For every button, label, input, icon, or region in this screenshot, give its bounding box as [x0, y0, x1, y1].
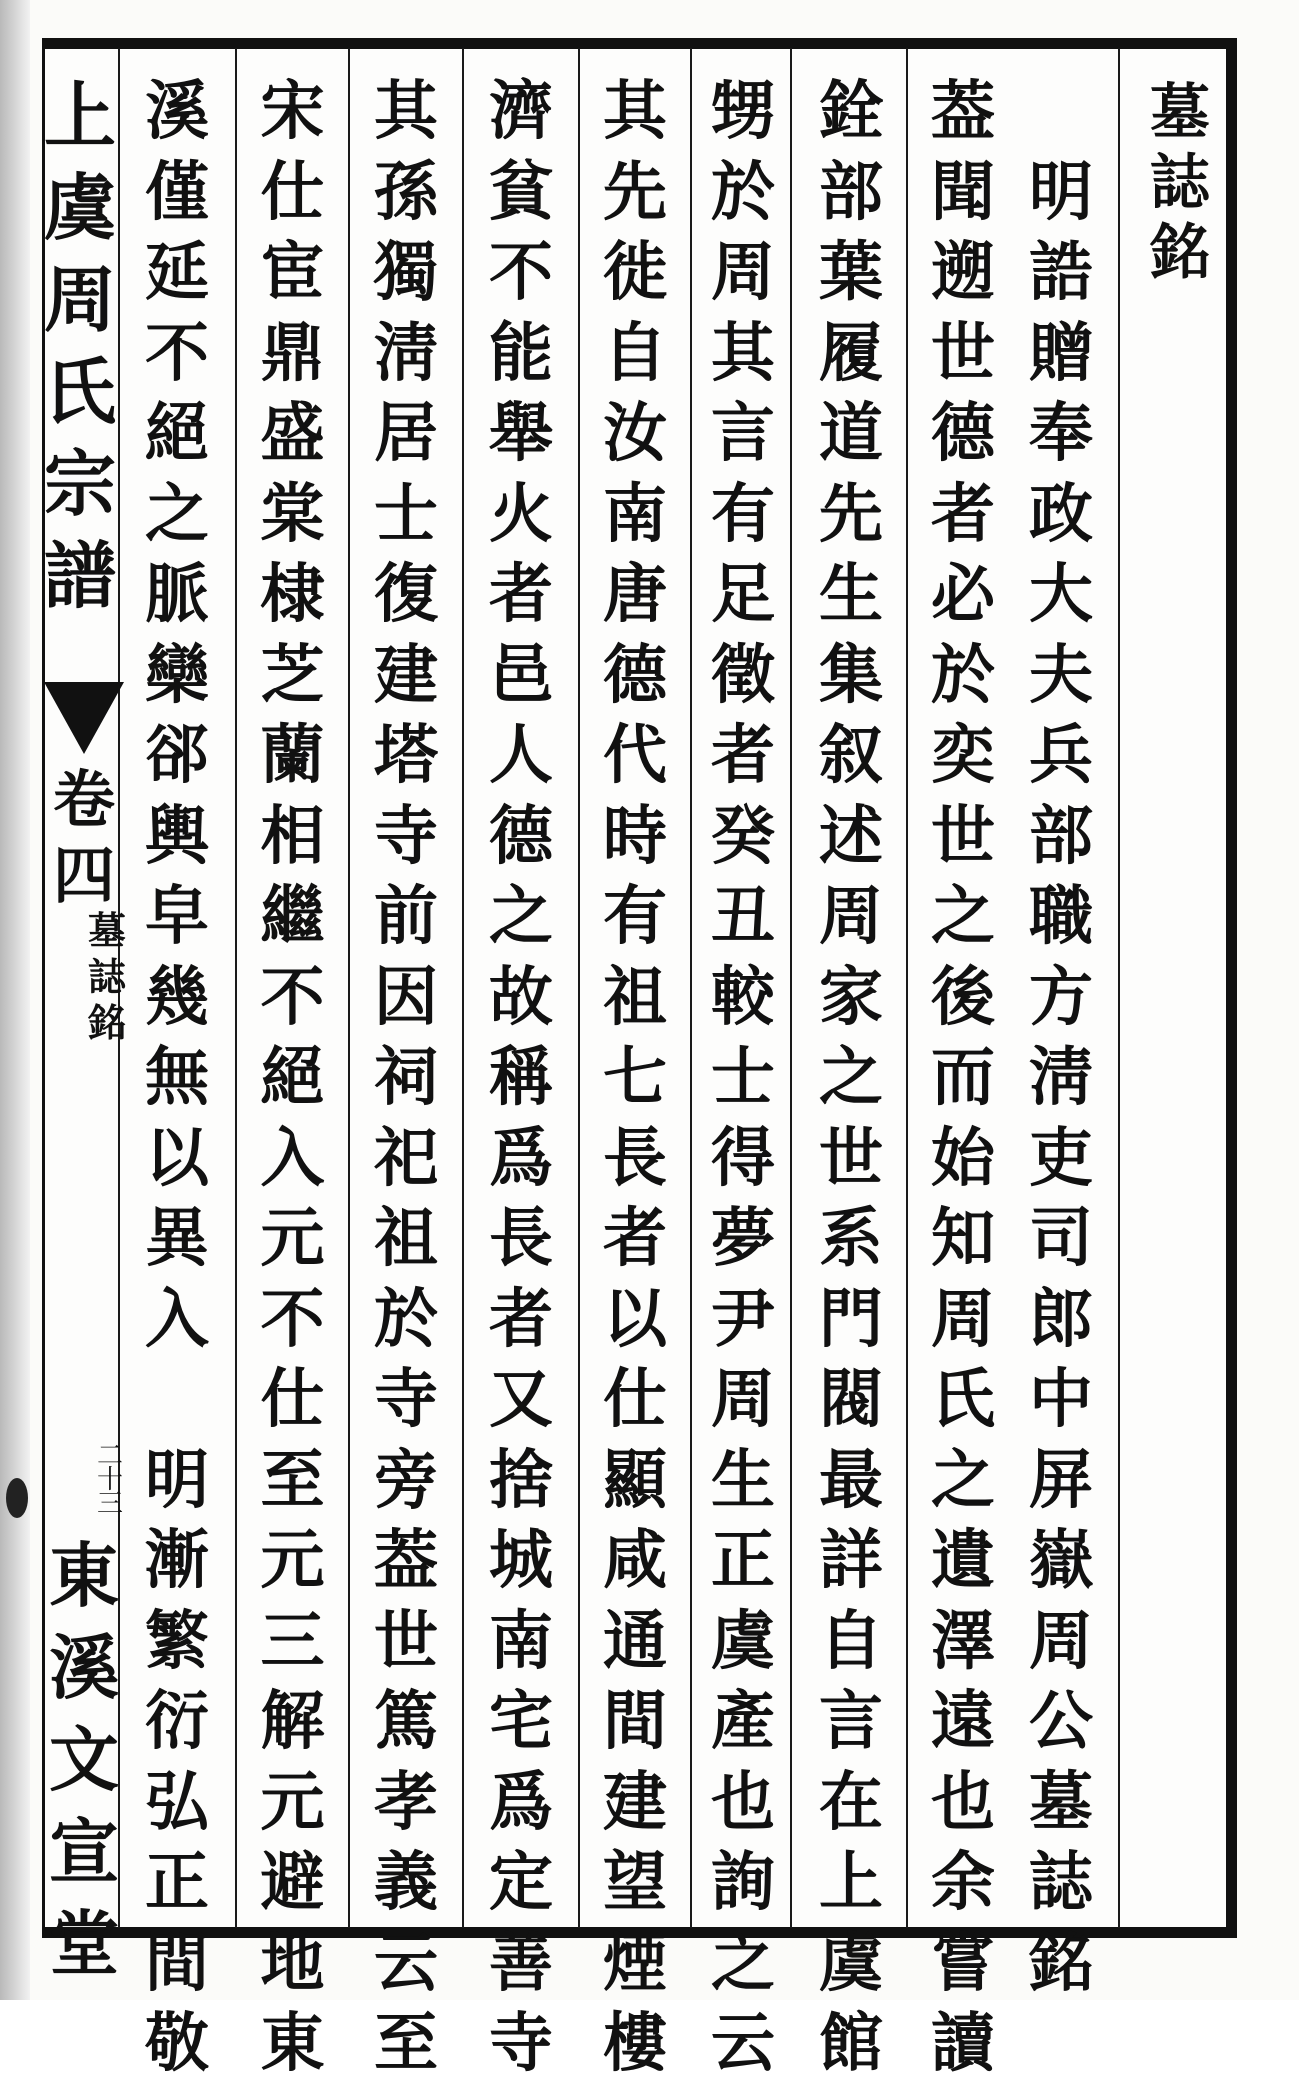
character: 文	[49, 1718, 119, 1801]
character: 德	[489, 798, 553, 874]
character: 葉	[819, 235, 883, 310]
character: 有	[711, 476, 775, 552]
binding-edge	[0, 0, 30, 2000]
character: 先	[603, 154, 667, 230]
volume-label	[44, 762, 124, 914]
character: 虞	[43, 165, 116, 250]
character: 欒	[145, 637, 209, 713]
character: 鼎	[260, 315, 325, 391]
character: 而	[931, 1040, 995, 1115]
character: 公	[1029, 1684, 1093, 1759]
character: 丑	[711, 879, 775, 954]
character: 明	[1029, 154, 1093, 230]
character: 三	[260, 1603, 325, 1679]
character: 知	[931, 1201, 995, 1276]
character: 甥	[711, 74, 775, 149]
character: 世	[819, 1120, 883, 1196]
character: 篤	[374, 1684, 438, 1759]
character: 盛	[260, 396, 325, 471]
character: 吏	[1029, 1120, 1093, 1196]
character: 顯	[603, 1442, 667, 1518]
character: 僅	[145, 154, 209, 230]
character: 旁	[374, 1442, 438, 1518]
character: 兵	[1029, 718, 1093, 793]
character: 皁	[145, 879, 209, 954]
character: 德	[603, 637, 667, 713]
character: 唐	[603, 557, 667, 632]
character: 繼	[260, 879, 325, 954]
character: 云	[374, 1925, 438, 2001]
character: 嘗	[931, 1925, 995, 2001]
character: 正	[145, 1845, 209, 1920]
character: 幾	[145, 959, 209, 1035]
character: 三	[96, 1489, 123, 1519]
character: 不	[260, 959, 325, 1035]
character: 其	[711, 315, 775, 391]
character: 弘	[145, 1764, 209, 1840]
character: 奉	[1029, 396, 1093, 471]
indent-space	[1029, 72, 1093, 153]
character: 之	[931, 879, 995, 954]
character: 代	[603, 718, 667, 793]
character: 銓	[819, 74, 883, 149]
character: 異	[145, 1201, 209, 1276]
character: 屏	[1029, 1442, 1093, 1518]
character: 之	[931, 1442, 995, 1518]
character: 元	[260, 1523, 325, 1598]
character: 政	[1029, 476, 1093, 552]
ink-blot	[6, 1478, 28, 1518]
character: 宗	[43, 441, 116, 526]
character: 氏	[931, 1362, 995, 1437]
character: 祖	[603, 959, 667, 1035]
character: 脈	[145, 557, 209, 632]
character: 其	[374, 74, 438, 149]
character: 因	[374, 959, 438, 1035]
character: 仕	[260, 1362, 325, 1437]
character: 部	[1029, 798, 1093, 874]
character: 入	[145, 1281, 209, 1357]
column-divider	[690, 48, 692, 1928]
character: 南	[603, 476, 667, 552]
character: 七	[603, 1040, 667, 1115]
character: 郤	[145, 718, 209, 793]
character: 中	[1029, 1362, 1093, 1437]
character: 南	[489, 1603, 553, 1679]
character: 長	[603, 1120, 667, 1196]
character: 自	[603, 315, 667, 391]
character: 周	[711, 235, 775, 310]
text-column	[237, 72, 348, 2081]
character: 宣	[49, 1810, 119, 1893]
character: 方	[1029, 959, 1093, 1035]
character: 建	[374, 637, 438, 713]
character: 也	[931, 1764, 995, 1840]
character: 爲	[489, 1120, 553, 1196]
text-column	[580, 72, 690, 2081]
character: 濟	[489, 74, 553, 149]
character: 其	[603, 74, 667, 149]
character: 汝	[603, 396, 667, 471]
character: 誌	[1150, 148, 1210, 218]
character: 得	[711, 1120, 775, 1196]
character: 氏	[43, 349, 116, 434]
character: 尹	[711, 1281, 775, 1357]
text-column	[465, 72, 577, 2081]
character: 絕	[260, 1040, 325, 1115]
character: 貧	[489, 154, 553, 230]
character: 云	[711, 2006, 775, 2081]
character: 淸	[1029, 1040, 1093, 1115]
character: 先	[819, 476, 883, 552]
character: 世	[931, 798, 995, 874]
character: 定	[489, 1845, 553, 1920]
character: 輿	[145, 798, 209, 874]
character: 上	[819, 1845, 883, 1920]
character: 周	[1029, 1603, 1093, 1679]
genealogy-title	[40, 70, 120, 622]
character: 者	[931, 476, 995, 552]
character: 者	[489, 1281, 553, 1357]
character: 周	[43, 257, 116, 342]
character: 稱	[489, 1040, 553, 1115]
character: 虞	[711, 1603, 775, 1679]
text-column	[908, 72, 1018, 2081]
character: 言	[819, 1684, 883, 1759]
character: 棣	[260, 557, 325, 632]
character: 通	[603, 1603, 667, 1679]
character: 復	[374, 557, 438, 632]
character	[145, 1360, 209, 1441]
character: 孝	[374, 1764, 438, 1840]
character: 邑	[489, 637, 553, 713]
character: 寺	[489, 2006, 553, 2081]
section-title	[1125, 78, 1235, 1918]
character: 詢	[711, 1845, 775, 1920]
character: 宋	[260, 74, 325, 149]
character: 產	[711, 1684, 775, 1759]
character: 道	[819, 396, 883, 471]
character: 徙	[603, 235, 667, 310]
character: 世	[374, 1603, 438, 1679]
character: 十	[96, 1465, 123, 1495]
character: 必	[931, 557, 995, 632]
character: 獨	[374, 235, 438, 310]
character: 夫	[1029, 637, 1093, 713]
character: 世	[931, 315, 995, 391]
character: 芝	[260, 637, 325, 713]
character: 系	[819, 1201, 883, 1276]
character: 銘	[1029, 1925, 1093, 2001]
character: 遺	[931, 1523, 995, 1598]
character: 履	[819, 315, 883, 391]
character: 四	[52, 839, 115, 912]
character: 葢	[931, 74, 995, 149]
character: 入	[260, 1120, 325, 1196]
character: 宦	[260, 235, 325, 310]
character: 避	[260, 1845, 325, 1920]
banxin-strip	[36, 50, 126, 1985]
character: 人	[489, 718, 553, 793]
character: 以	[603, 1281, 667, 1357]
character: 士	[711, 1040, 775, 1115]
column-divider	[462, 48, 464, 1928]
character: 寺	[374, 798, 438, 874]
character: 郎	[1029, 1281, 1093, 1357]
character: 於	[374, 1281, 438, 1357]
character: 宅	[489, 1684, 553, 1759]
character: 讀	[931, 2006, 995, 2081]
character: 之	[145, 476, 209, 552]
character: 虞	[819, 1925, 883, 2001]
character: 門	[819, 1281, 883, 1357]
character: 較	[711, 959, 775, 1035]
character: 漸	[145, 1523, 209, 1598]
character: 煙	[603, 1925, 667, 2001]
character: 絕	[145, 396, 209, 471]
character: 館	[819, 2006, 883, 2081]
character: 以	[145, 1120, 209, 1196]
character: 遡	[931, 235, 995, 310]
character: 二	[96, 1441, 123, 1471]
character: 司	[1029, 1201, 1093, 1276]
character: 正	[711, 1523, 775, 1598]
character: 明	[145, 1442, 209, 1518]
character: 詳	[819, 1523, 883, 1598]
character: 周	[819, 879, 883, 954]
character: 葢	[374, 1523, 438, 1598]
character: 舉	[489, 396, 553, 471]
character: 周	[711, 1362, 775, 1437]
character: 譜	[43, 533, 116, 618]
character: 繁	[145, 1603, 209, 1679]
character: 後	[931, 959, 995, 1035]
character: 言	[711, 396, 775, 471]
character: 癸	[711, 798, 775, 874]
character: 卷	[52, 763, 115, 836]
character: 嶽	[1029, 1523, 1093, 1598]
character: 元	[260, 1764, 325, 1840]
character: 居	[374, 396, 438, 471]
character: 夢	[711, 1201, 775, 1276]
character: 職	[1029, 879, 1093, 954]
character: 述	[819, 798, 883, 874]
character: 能	[489, 315, 553, 391]
character: 不	[489, 235, 553, 310]
character: 間	[603, 1684, 667, 1759]
hall-name	[44, 1530, 124, 1990]
character: 銘	[1150, 218, 1210, 288]
character: 周	[931, 1281, 995, 1357]
character: 溪	[49, 1626, 119, 1709]
character: 至	[260, 1442, 325, 1518]
character: 自	[819, 1603, 883, 1679]
text-column	[796, 72, 906, 2081]
column-divider	[1118, 48, 1120, 1928]
text-column	[120, 72, 234, 2081]
character: 誥	[1029, 235, 1093, 310]
character: 不	[145, 315, 209, 391]
character: 部	[819, 154, 883, 230]
character: 東	[260, 2006, 325, 2081]
character: 解	[260, 1684, 325, 1759]
character: 蘭	[260, 718, 325, 793]
text-column	[1006, 72, 1116, 2001]
character: 前	[374, 879, 438, 954]
fishtail-mark	[44, 682, 124, 754]
character: 爲	[489, 1764, 553, 1840]
character: 延	[145, 235, 209, 310]
character: 堂	[49, 1902, 119, 1985]
character: 城	[489, 1523, 553, 1598]
character: 在	[819, 1764, 883, 1840]
character: 溪	[145, 74, 209, 149]
character: 有	[603, 879, 667, 954]
character: 祠	[374, 1040, 438, 1115]
character: 閥	[819, 1362, 883, 1437]
character: 於	[711, 154, 775, 230]
character: 德	[931, 396, 995, 471]
character: 生	[819, 557, 883, 632]
character: 至	[374, 2006, 438, 2081]
character: 樓	[603, 2006, 667, 2081]
character: 墓	[1029, 1764, 1093, 1840]
character: 寺	[374, 1362, 438, 1437]
text-column	[693, 72, 793, 2081]
character: 相	[260, 798, 325, 874]
character: 之	[819, 1040, 883, 1115]
character: 淸	[374, 315, 438, 391]
character: 余	[931, 1845, 995, 1920]
character: 衍	[145, 1684, 209, 1759]
character: 之	[711, 1925, 775, 2001]
character: 棠	[260, 476, 325, 552]
character: 又	[489, 1362, 553, 1437]
character: 足	[711, 557, 775, 632]
character: 咸	[603, 1523, 667, 1598]
character: 士	[374, 476, 438, 552]
character: 墓	[1150, 78, 1210, 148]
character: 火	[489, 476, 553, 552]
character: 澤	[931, 1603, 995, 1679]
character: 仕	[603, 1362, 667, 1437]
character: 間	[145, 1925, 209, 2001]
character: 贈	[1029, 315, 1093, 391]
character: 塔	[374, 718, 438, 793]
character: 元	[260, 1201, 325, 1276]
text-column	[350, 72, 462, 2081]
character: 家	[819, 959, 883, 1035]
character: 上	[43, 73, 116, 158]
character: 東	[49, 1534, 119, 1617]
character: 之	[489, 879, 553, 954]
character: 叙	[819, 718, 883, 793]
character: 望	[603, 1845, 667, 1920]
character: 奕	[931, 718, 995, 793]
character: 敬	[145, 2006, 209, 2081]
character: 誌	[87, 954, 126, 999]
character: 也	[711, 1764, 775, 1840]
character: 祖	[374, 1201, 438, 1276]
character: 最	[819, 1442, 883, 1518]
character: 大	[1029, 557, 1093, 632]
character: 徵	[711, 637, 775, 713]
character: 者	[711, 718, 775, 793]
character: 善	[489, 1925, 553, 2001]
character: 銘	[87, 1000, 126, 1045]
character: 故	[489, 959, 553, 1035]
character: 建	[603, 1764, 667, 1840]
character: 始	[931, 1120, 995, 1196]
character: 遠	[931, 1684, 995, 1759]
character: 於	[931, 637, 995, 713]
character: 墓	[87, 908, 126, 953]
character: 者	[603, 1201, 667, 1276]
character: 捨	[489, 1442, 553, 1518]
character: 誌	[1029, 1845, 1093, 1920]
character: 者	[489, 557, 553, 632]
character: 義	[374, 1845, 438, 1920]
character: 仕	[260, 154, 325, 230]
character: 長	[489, 1201, 553, 1276]
character: 時	[603, 798, 667, 874]
character: 孫	[374, 154, 438, 230]
character: 地	[260, 1925, 325, 2001]
character: 祀	[374, 1120, 438, 1196]
character: 不	[260, 1281, 325, 1357]
character: 聞	[931, 154, 995, 230]
character: 無	[145, 1040, 209, 1115]
character: 集	[819, 637, 883, 713]
character: 生	[711, 1442, 775, 1518]
